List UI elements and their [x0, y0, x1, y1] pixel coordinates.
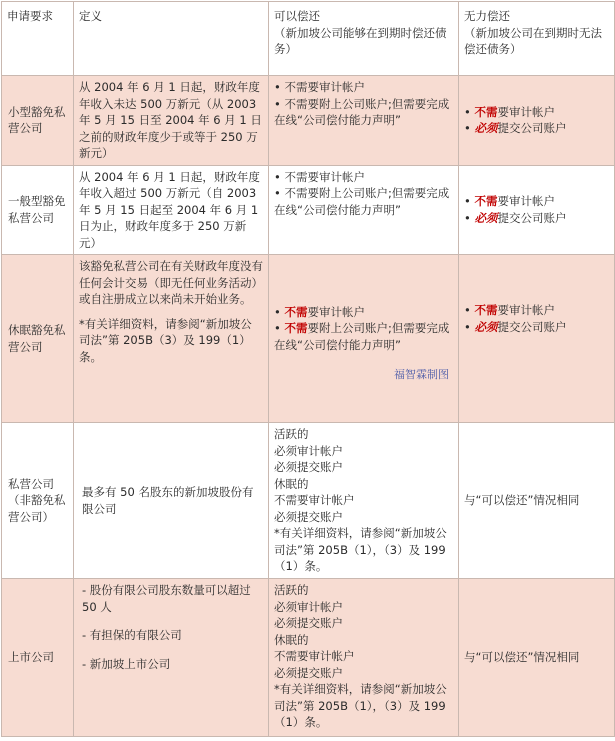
- can-cell: [269, 76, 459, 166]
- row-private: [2, 423, 615, 579]
- can-line: 必须审计帐户: [274, 443, 343, 458]
- def-cell: [74, 255, 269, 423]
- can-line: 休眠的: [274, 476, 309, 491]
- header-can: 可以偿还 （新加坡公司能够在到期时偿还债务）: [269, 2, 459, 76]
- can-line: 必须提交账户: [274, 665, 343, 680]
- can-item: • 不需要审计帐户: [274, 80, 365, 94]
- can-item: • 不需要审计帐户: [274, 169, 365, 184]
- cannot-cell: [459, 255, 615, 423]
- can-line: 必须提交账户: [274, 509, 343, 524]
- can-item: • 不需要附上公司账户;但需要完成在线“公司偿付能力声明”: [274, 186, 450, 217]
- can-cell: [269, 579, 459, 737]
- requirements-table: [1, 1, 615, 737]
- req-cell: 休眠豁免私营公司: [2, 255, 74, 423]
- can-cell: [269, 423, 459, 579]
- can-line: 活跃的: [274, 427, 309, 441]
- header-req: 申请要求: [2, 2, 74, 76]
- can-cell: [269, 255, 459, 423]
- watermark-text: 福智霖制图: [394, 368, 449, 381]
- req-cell: 上市公司: [2, 579, 74, 737]
- cannot-item: • 必须提交公司账户: [464, 319, 567, 334]
- cannot-item: • 不需要审计帐户: [464, 194, 555, 209]
- cannot-cell: 与“可以偿还”情况相同: [459, 423, 615, 579]
- def-cell: [74, 579, 269, 737]
- can-line: 必须提交账户: [274, 460, 343, 474]
- row-general-exempt: [2, 165, 615, 255]
- def-item: - 新加坡上市公司: [82, 656, 171, 671]
- row-small-exempt: [2, 76, 615, 166]
- can-line: 休眠的: [274, 632, 309, 647]
- can-line: 不需要审计帐户: [274, 649, 355, 663]
- def-text: 该豁免私营公司在有关财政年度没有任何会计交易（即无任何业务活动）或自注册成立以来尚未开始业务。: [79, 259, 263, 306]
- header-row: [2, 2, 615, 76]
- can-line: 必须审计帐户: [274, 599, 343, 614]
- def-cell: 从 2004 年 6 月 1 日起，财政年度年收入超过 500 万新元（自 2003 年 5 月 15 日起至 2004 年 6 月 1 日为止，财政年度多于 250 万新元）: [74, 165, 269, 255]
- row-dormant-exempt: [2, 255, 615, 423]
- can-item: • 不需要附上公司账户;但需要完成在线“公司偿付能力声明”: [274, 321, 450, 352]
- def-cell: 从 2004 年 6 月 1 日起，财政年度年收入未达 500 万新元（从 2003 年 5 月 15 日至 2004 年 6 月 1 日之前的财政年度少于或等于 250 万新元）: [74, 76, 269, 166]
- cannot-cell: 与“可以偿还”情况相同: [459, 579, 615, 737]
- cannot-cell: [459, 165, 615, 255]
- can-line: 必须提交账户: [274, 616, 343, 630]
- can-note: *有关详细资料，请参阅“新加坡公司法”第 205B（1），（3）及 199（1）条。: [274, 526, 447, 573]
- cannot-item: • 必须提交公司账户: [464, 121, 567, 136]
- cannot-item: • 不需要审计帐户: [464, 303, 555, 317]
- can-cell: [269, 165, 459, 255]
- can-note: *有关详细资料，请参阅“新加坡公司法”第 205B（1），（3）及 199（1）条。: [274, 682, 447, 729]
- def-item: - 有担保的有限公司: [82, 628, 182, 642]
- cannot-cell: [459, 76, 615, 166]
- header-def: 定义: [74, 2, 269, 76]
- cannot-item: • 不需要审计帐户: [464, 104, 555, 119]
- req-cell: 一般型豁免私营公司: [2, 165, 74, 255]
- req-cell: 私营公司（非豁免私营公司）: [2, 423, 74, 579]
- header-cannot: 无力偿还 （新加坡公司在到期时无法偿还债务）: [459, 2, 615, 76]
- can-item: • 不需要附上公司账户;但需要完成在线“公司偿付能力声明”: [274, 96, 450, 127]
- cannot-item: • 必须提交公司账户: [464, 210, 567, 225]
- row-listed: [2, 579, 615, 737]
- can-line: 活跃的: [274, 583, 309, 597]
- can-line: 不需要审计帐户: [274, 493, 355, 507]
- def-item: - 股份有限公司股东数量可以超过 50 人: [82, 583, 251, 614]
- req-cell: 小型豁免私营公司: [2, 76, 74, 166]
- can-item: • 不需要审计帐户: [274, 304, 365, 319]
- def-note: *有关详细资料，请参阅“新加坡公司法”第 205B（3）及 199（1）条。: [79, 316, 252, 364]
- def-cell: 最多有 50 名股东的新加坡股份有限公司: [74, 423, 269, 579]
